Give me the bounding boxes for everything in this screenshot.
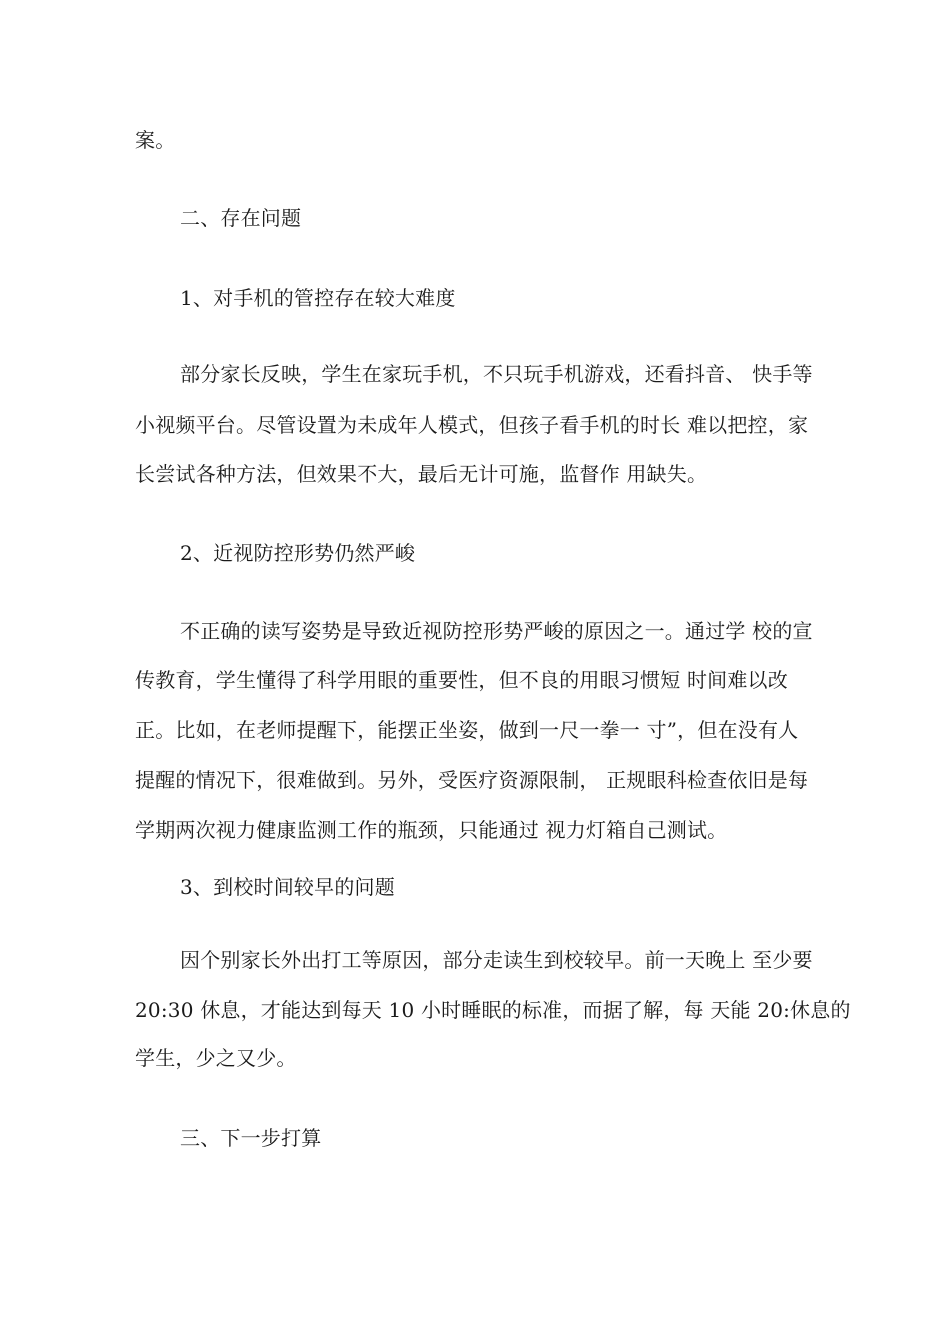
- paragraph-arrival-line-2: 20:30 休息，才能达到每天 10 小时睡眠的标准，而据了解，每 天能 20:休息的: [135, 998, 851, 1022]
- section-heading-next-steps: 三、下一步打算: [180, 1126, 322, 1150]
- paragraph-phone-line-2: 小视频平台。尽管设置为未成年人模式，但孩子看手机的时长 难以把控，家: [135, 413, 809, 437]
- paragraph-continuation: 案。: [135, 128, 176, 152]
- paragraph-phone-line-1: 部分家长反映，学生在家玩手机，不只玩手机游戏，还看抖音、 快手等: [180, 362, 813, 386]
- paragraph-myopia-line-1: 不正确的读写姿势是导致近视防控形势严峻的原因之一。通过学 校的宣: [180, 619, 813, 643]
- paragraph-myopia-line-4: 提醒的情况下，很难做到。另外，受医疗资源限制， 正规眼科检查依旧是每: [135, 768, 809, 792]
- paragraph-arrival-line-1: 因个别家长外出打工等原因，部分走读生到校较早。前一天晚上 至少要: [180, 948, 813, 972]
- subheading-myopia: 2、近视防控形势仍然严峻: [180, 541, 416, 565]
- paragraph-myopia-line-3: 正。比如，在老师提醒下，能摆正坐姿，做到一尺一拳一 寸”，但在没有人: [135, 718, 799, 742]
- section-heading-issues: 二、存在问题: [180, 206, 302, 230]
- subheading-early-arrival: 3、到校时间较早的问题: [180, 875, 395, 899]
- paragraph-myopia-line-5: 学期两次视力健康监测工作的瓶颈，只能通过 视力灯箱自己测试。: [135, 818, 728, 842]
- paragraph-myopia-line-2: 传教育，学生懂得了科学用眼的重要性，但不良的用眼习惯短 时间难以改: [135, 668, 788, 692]
- subheading-phone-control: 1、对手机的管控存在较大难度: [180, 286, 456, 310]
- paragraph-phone-line-3: 长尝试各种方法，但效果不大，最后无计可施，监督作 用缺失。: [135, 462, 708, 486]
- paragraph-arrival-line-3: 学生，少之又少。: [135, 1046, 297, 1070]
